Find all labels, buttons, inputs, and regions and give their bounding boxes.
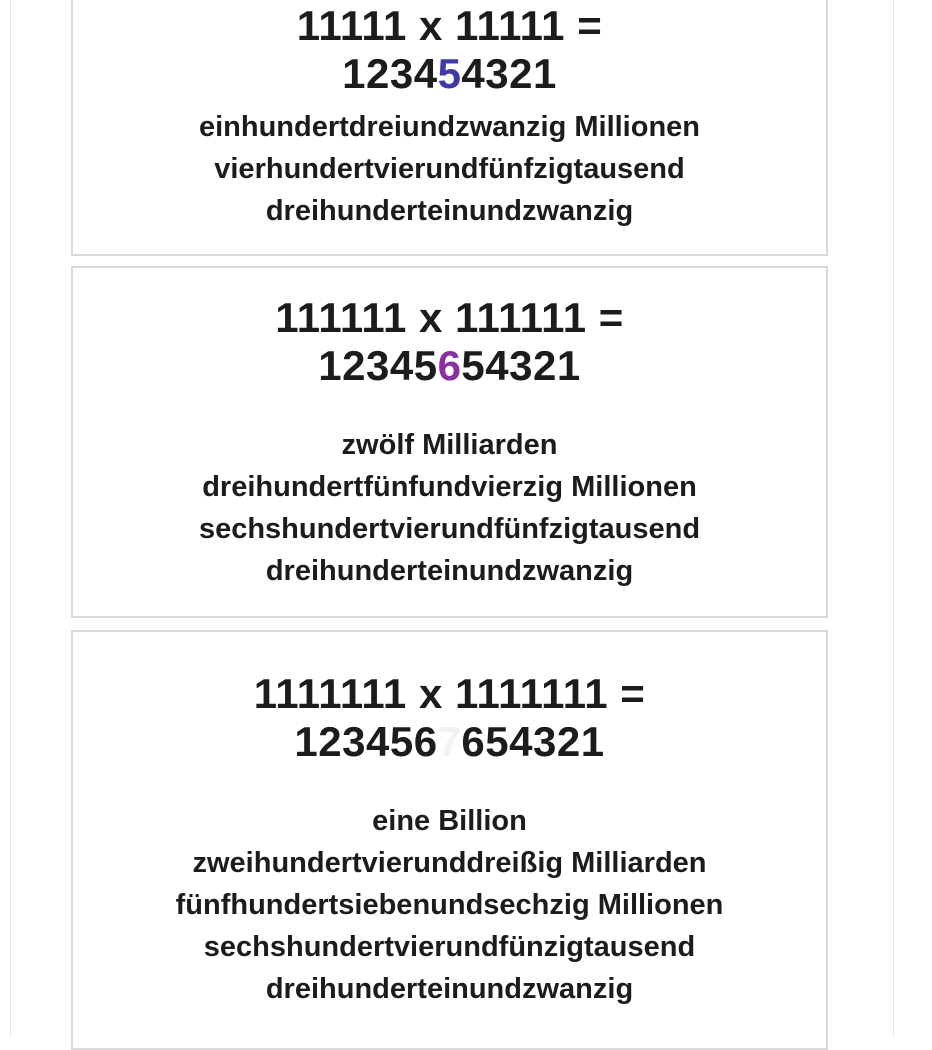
equation-line: 11111 x 11111 = — [296, 2, 603, 49]
words-line: sechshundertvierundfünfzigtausend — [198, 513, 701, 545]
result-line — [73, 342, 826, 390]
result-digits-before: 123456 — [294, 718, 438, 765]
result-digits-after: 654321 — [461, 718, 605, 765]
result-line — [73, 50, 826, 98]
words-line: dreihunderteinundzwanzig — [265, 973, 634, 1005]
equation-line: 1111111 x 1111111 = — [253, 670, 646, 717]
result-line — [73, 718, 826, 766]
number-in-words — [73, 424, 826, 592]
words-line: vierhundertvierundfünfzigtausend — [214, 153, 685, 185]
words-line: dreihunderteinundzwanzig — [265, 555, 634, 587]
equation-line: 111111 x 111111 = — [275, 294, 624, 341]
result-digits-after: 4321 — [461, 50, 557, 97]
result-digits-before: 12345 — [318, 342, 438, 389]
result-middle-digit: 5 — [437, 50, 462, 97]
words-line: zweihundertvierunddreißig Milliarden — [192, 847, 707, 879]
number-in-words — [73, 106, 826, 232]
equation-card-7 — [71, 630, 828, 1050]
words-line: zwölf Milliarden — [341, 429, 558, 461]
result-middle-digit: 6 — [437, 342, 462, 389]
words-line: eine Billion — [372, 805, 527, 837]
number-in-words — [73, 800, 826, 1010]
result-digits-after: 54321 — [461, 342, 581, 389]
words-line: fünfhundertsiebenundsechzig Millionen — [175, 889, 724, 921]
words-line: dreihunderteinundzwanzig — [265, 195, 634, 227]
words-line: sechshundertvierundfünzigtausend — [203, 931, 696, 963]
equation-card-6 — [71, 266, 828, 618]
words-line: dreihundertfünfundvierzig Millionen — [202, 471, 697, 503]
words-line: einhundertdreiundzwanzig Millionen — [198, 111, 701, 143]
result-digits-before: 1234 — [342, 50, 438, 97]
equation-card-5 — [71, 0, 828, 256]
result-middle-digit: 7 — [437, 718, 462, 765]
